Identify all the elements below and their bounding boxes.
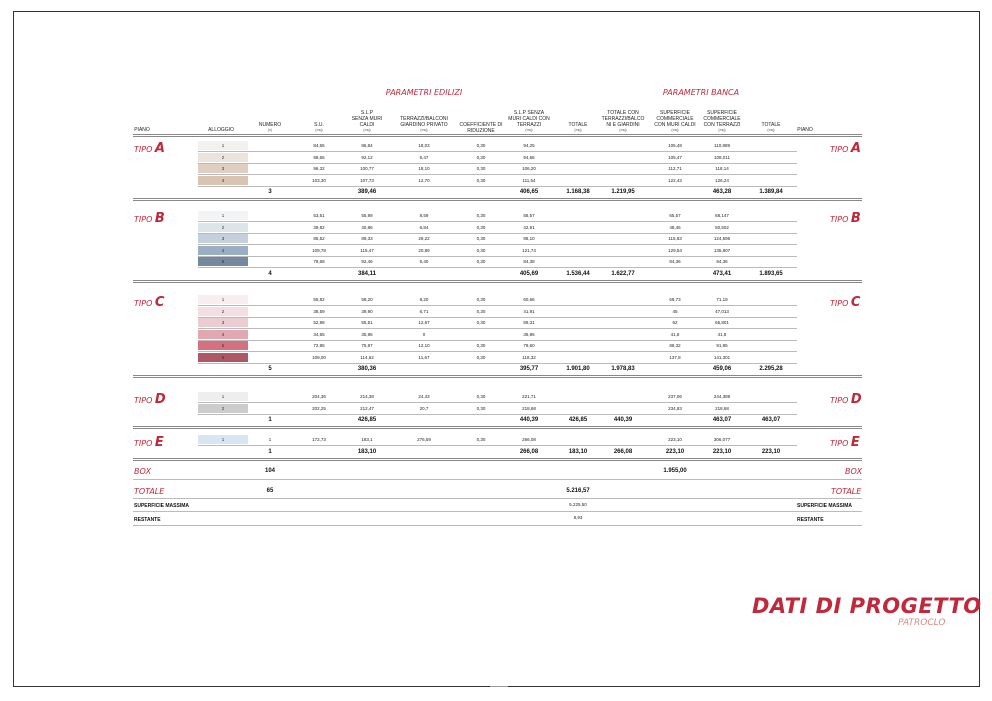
col-header-slp-terrazzi: S.L.P SENZA MURI CALDI CON TERRAZZI (508, 110, 550, 128)
total-totale2: 223,10 (761, 448, 781, 455)
cell-su: 55,82 (313, 297, 325, 302)
cell-slp: 40,86 (361, 224, 373, 230)
total-totale_terr: 1.978,83 (611, 366, 635, 372)
cell-coeff: 0,30 (476, 394, 486, 399)
row-divider (198, 151, 797, 152)
cell-slpt: 41,91 (523, 308, 535, 314)
alloggio-swatch: 1 (198, 295, 248, 304)
total-numero: 5 (268, 366, 272, 372)
cell-smc: 48,45 (669, 224, 681, 230)
row-divider (198, 256, 797, 257)
cell-smc: 122,43 (668, 177, 682, 183)
col-header-alloggio: ALLOGGIO (208, 127, 234, 133)
superficie-massima-label-left: SUPERFICIE MASSIMA (134, 503, 190, 509)
cell-su: 52,98 (313, 320, 325, 325)
total-totale: 1.168,38 (566, 189, 590, 195)
cell-sct: 124,596 (713, 236, 731, 241)
cell-su: 109,78 (312, 247, 326, 253)
cell-numero: 1 (268, 437, 272, 442)
alloggio-swatch: 1 (198, 392, 248, 401)
section-label-d-left: TIPO D (134, 392, 166, 407)
cell-terr: 8,59 (419, 213, 429, 218)
cell-sct: 141,301 (713, 354, 731, 360)
alloggio-swatch: 4 (198, 176, 248, 185)
cell-sct: 244,389 (713, 394, 731, 399)
col-header-coefficiente: COEFFICIENTE DI RIDUZIONE (459, 122, 503, 134)
cell-slpt: 106,20 (522, 166, 536, 171)
cell-slpt: 221,71 (522, 394, 536, 399)
cell-slp: 75,97 (361, 343, 373, 348)
cell-slpt: 121,74 (522, 247, 536, 253)
cell-coeff: 0,30 (476, 259, 486, 264)
box-smc: 1.955,00 (663, 468, 687, 474)
cell-smc: 68,73 (669, 297, 681, 302)
cell-slpt: 94,66 (523, 154, 535, 160)
cell-coeff: 0,30 (476, 343, 486, 348)
cell-slp: 114,62 (360, 354, 374, 360)
total-numero: 1 (268, 417, 272, 423)
cell-slpt: 218,68 (522, 405, 536, 411)
cell-slpt: 58,57 (523, 213, 535, 218)
total-slpt: 440,39 (519, 417, 539, 423)
total-smc: 223,10 (665, 448, 685, 455)
cell-slpt: 79,60 (523, 343, 535, 348)
cell-slp: 183,1 (361, 437, 373, 442)
superficie-massima-label-right: SUPERFICIE MASSIMA (797, 503, 853, 509)
col-header-su: S.U. (314, 122, 324, 128)
total-slpt: 266,08 (519, 448, 539, 455)
superficie-divider (133, 511, 862, 512)
cell-smc: 41,8 (670, 331, 680, 337)
cell-smc: 88,32 (669, 343, 681, 348)
row-divider (198, 305, 797, 306)
row-divider (198, 267, 797, 268)
cell-sct: 218,68 (715, 405, 729, 411)
cell-sct: 65,801 (715, 320, 729, 325)
cell-smc: 137,8 (669, 354, 681, 360)
cell-sct: 108,011 (714, 154, 730, 160)
alloggio-swatch: 2 (198, 153, 248, 162)
cell-coeff: 0,30 (476, 224, 486, 230)
cell-coeff: 0,30 (476, 143, 486, 148)
cell-slp: 115,47 (360, 247, 374, 253)
cell-su: 204,36 (312, 394, 326, 399)
box-numero: 104 (264, 468, 276, 474)
cell-terr: 11,67 (418, 354, 430, 360)
total-totale_terr: 440,39 (613, 417, 633, 423)
alloggio-swatch: 1 (198, 211, 248, 220)
col-header-slp: S.L.P SENZA MURI CALDI (351, 110, 383, 128)
total-numero: 1 (268, 448, 272, 455)
total-slpt: 395,77 (519, 366, 539, 372)
cell-smc: 84,36 (669, 259, 681, 264)
cell-terr: 8,20 (419, 297, 429, 302)
total-slp: 389,46 (357, 189, 377, 195)
total-sct: 223,10 (712, 448, 732, 455)
cell-coeff: 0,30 (476, 405, 486, 411)
cell-su: 39,82 (313, 224, 325, 230)
brand-subtitle: PATROCLO (898, 618, 946, 628)
col-header-sup-comm-muri: SUPERFICIE COMMERCIALE CON MURI CALDI (654, 110, 696, 128)
cell-sct: 118,14 (715, 166, 729, 171)
total-totale2: 2.295,28 (759, 366, 783, 372)
cell-coeff: 0,30 (476, 354, 486, 360)
total-totale2: 1.389,84 (759, 189, 783, 195)
alloggio-swatch: 1 (198, 435, 248, 444)
cell-slp: 82,46 (361, 259, 373, 264)
cell-su: 172,73 (312, 437, 326, 442)
alloggio-swatch: 5 (198, 257, 248, 266)
cell-coeff: 0,30 (476, 297, 486, 302)
cell-smc: 237,06 (668, 394, 682, 399)
totale-label-right: TOTALE (831, 487, 862, 496)
total-totale_terr: 1.219,95 (611, 189, 635, 195)
cell-terr: 12,70 (418, 177, 430, 183)
cell-smc: 129,54 (668, 247, 682, 253)
unit-label: (mq) (315, 128, 323, 132)
cell-sct: 84,36 (716, 259, 728, 264)
alloggio-swatch: 4 (198, 330, 248, 339)
cell-terr: 12,67 (418, 320, 430, 325)
cell-terr: 20,89 (418, 247, 430, 253)
section-label-a-right: TIPO A (830, 141, 861, 156)
cell-slpt: 98,10 (523, 236, 535, 241)
row-divider (198, 317, 797, 318)
cell-su: 202,25 (312, 405, 326, 411)
cell-su: 109,00 (312, 354, 326, 360)
cell-su: 78,68 (313, 259, 325, 264)
total-totale2: 463,07 (761, 417, 781, 423)
alloggio-swatch: 1 (198, 141, 248, 150)
cell-smc: 223,10 (668, 437, 682, 442)
cell-slp: 35,96 (361, 331, 373, 337)
section-label-c-left: TIPO C (134, 295, 165, 310)
cell-smc: 65,57 (669, 213, 681, 218)
total-totale2: 1.893,65 (759, 270, 783, 277)
cell-terr: 24,43 (418, 394, 430, 399)
cell-slp: 86,84 (361, 143, 373, 148)
col-header-terrazzi: TERRAZZI/BALCONI GIARDINO PRIVATO (400, 116, 448, 128)
cell-slp: 58,20 (361, 297, 373, 302)
cell-slpt: 59,31 (523, 320, 535, 325)
unit-label: (mq) (767, 128, 775, 132)
cell-slpt: 42,91 (523, 224, 535, 230)
cell-su: 53,51 (313, 213, 325, 218)
restante-label-right: RESTANTE (797, 517, 824, 523)
section-label-a-left: TIPO A (134, 141, 165, 156)
col-header-totale-terrazzi: TOTALE CON TERRAZZI/BALCO NI E GIARDINI (601, 110, 645, 128)
cell-sct: 126,24 (715, 177, 729, 183)
cell-coeff: 0,30 (476, 247, 486, 253)
cell-slpt: 266,08 (522, 437, 536, 442)
restante-value: 8,93 (573, 515, 583, 520)
cell-slp: 89,33 (361, 236, 373, 241)
totale-value: 5.216,57 (566, 488, 590, 494)
alloggio-swatch: 3 (198, 234, 248, 243)
unit-label: (mq) (671, 128, 679, 132)
header-divider (133, 134, 862, 137)
cell-terr: 6,84 (419, 224, 429, 230)
total-slp: 183,10 (357, 448, 377, 455)
cell-slpt: 94,25 (523, 143, 535, 148)
row-divider (198, 244, 797, 245)
row-divider (198, 363, 797, 364)
row-divider (198, 163, 797, 164)
cell-sct: 41,8 (717, 331, 727, 337)
col-header-numero: NUMERO (258, 122, 282, 128)
section-label-d-right: TIPO D (830, 392, 862, 407)
section-divider (133, 426, 862, 429)
restante-divider (133, 525, 862, 526)
cell-terr: 12,10 (418, 343, 430, 348)
row-divider (198, 174, 797, 175)
cell-slp: 39,90 (361, 308, 373, 314)
cell-su: 85,52 (313, 236, 325, 241)
col-header-totale: TOTALE (568, 122, 588, 128)
row-divider (198, 233, 797, 234)
alloggio-swatch: 5 (198, 341, 248, 350)
row-divider (198, 414, 797, 415)
alloggio-swatch: 2 (198, 307, 248, 316)
cell-sct: 306,077 (713, 437, 731, 442)
cell-slp: 55,51 (361, 320, 373, 325)
total-sct: 473,41 (712, 270, 732, 277)
total-sct: 459,06 (712, 366, 732, 372)
cell-sct: 71,19 (716, 297, 728, 302)
restante-label-left: RESTANTE (134, 517, 161, 523)
header-parametri-banca: PARAMETRI BANCA (662, 88, 740, 97)
cell-terr: 6,40 (419, 259, 429, 264)
section-label-e-left: TIPO E (134, 435, 164, 450)
row-divider (198, 221, 797, 222)
row-divider (198, 445, 797, 446)
total-slpt: 406,65 (519, 189, 539, 195)
cell-su: 84,65 (313, 143, 325, 148)
cell-sct: 68,147 (715, 213, 729, 218)
cell-su: 88,65 (313, 154, 325, 160)
cell-su: 103,30 (312, 177, 326, 183)
cell-terr: 0 (422, 331, 426, 337)
total-numero: 4 (268, 270, 272, 277)
cell-slp: 212,47 (360, 405, 374, 411)
superficie-massima-value: 5.225,50 (569, 502, 587, 507)
cell-coeff: 0,30 (476, 166, 486, 171)
cell-smc: 105,48 (668, 143, 682, 148)
cell-sct: 50,502 (715, 224, 729, 230)
unit-label: (mq) (574, 128, 582, 132)
total-slp: 384,11 (357, 270, 377, 277)
cell-terr: 6,71 (419, 308, 429, 314)
cell-sct: 47,013 (715, 308, 729, 314)
section-divider (133, 375, 862, 378)
row-divider (198, 328, 797, 329)
cell-smc: 115,83 (668, 236, 682, 241)
box-divider (133, 479, 862, 480)
cell-terr: 18,10 (418, 166, 430, 171)
cell-slpt: 118,32 (522, 354, 536, 360)
totale-numero: 65 (266, 488, 274, 494)
total-sct: 463,07 (712, 417, 732, 423)
total-slpt: 405,69 (519, 270, 539, 277)
cell-coeff: 0,30 (476, 437, 486, 442)
cell-smc: 234,83 (668, 405, 682, 411)
alloggio-swatch: 4 (198, 246, 248, 255)
cell-su: 96,32 (313, 166, 325, 171)
cell-slp: 107,73 (360, 177, 374, 183)
total-slp: 426,85 (357, 417, 377, 423)
cell-slpt: 35,96 (523, 331, 535, 337)
section-divider (133, 458, 862, 461)
unit-label: (mq) (619, 128, 627, 132)
cell-smc: 112,71 (668, 166, 682, 171)
total-totale: 183,10 (568, 448, 588, 455)
cell-smc: 62 (672, 320, 678, 325)
cell-su: 38,59 (313, 308, 325, 314)
cell-slpt: 84,38 (523, 259, 535, 264)
col-header-totale2: TOTALE (761, 122, 781, 128)
cell-su: 72,95 (313, 343, 325, 348)
drawing-frame (13, 11, 980, 687)
cell-terr: 6,47 (419, 154, 429, 160)
unit-label: (mq) (718, 128, 726, 132)
col-header-sup-comm-terrazzi: SUPERFICIE COMMERCIALE CON TERRAZZI (703, 110, 741, 128)
section-label-b-right: TIPO B (830, 211, 861, 226)
row-divider (198, 402, 797, 403)
total-slp: 380,36 (357, 366, 377, 372)
row-divider (198, 340, 797, 341)
unit-label: (mq) (420, 128, 428, 132)
col-header-piano: PIANO (134, 127, 150, 133)
box-label-right: BOX (845, 467, 863, 476)
cell-terr: 276,59 (417, 437, 431, 442)
cell-smc: 45 (672, 308, 678, 314)
box-label-left: BOX (134, 467, 152, 476)
total-totale: 1.901,80 (566, 366, 590, 372)
cell-terr: 20,7 (419, 405, 429, 411)
brand-title: DATI DI PROGETTO (752, 594, 982, 618)
totale-divider (133, 498, 862, 499)
cell-coeff: 0,30 (476, 236, 486, 241)
total-sct: 463,28 (712, 189, 732, 195)
cell-slp: 100,77 (360, 166, 374, 171)
cell-sct: 91,95 (716, 343, 728, 348)
section-divider (133, 280, 862, 283)
section-divider (133, 198, 862, 201)
section-label-b-left: TIPO B (134, 211, 165, 226)
cell-sct: 135,807 (713, 247, 731, 253)
cell-coeff: 0,30 (476, 213, 486, 218)
unit-label: (n) (267, 128, 273, 132)
cell-smc: 105,47 (668, 154, 682, 160)
cell-su: 34,65 (313, 331, 325, 337)
cell-coeff: 0,30 (476, 320, 486, 325)
section-label-e-right: TIPO E (830, 435, 860, 450)
alloggio-swatch: 6 (198, 353, 248, 362)
cell-terr: 29,22 (418, 236, 430, 241)
row-divider (198, 186, 797, 187)
total-totale_terr: 266,08 (613, 448, 633, 455)
frame-tick (490, 686, 508, 687)
cell-coeff: 0,30 (476, 308, 486, 314)
totale-label-left: TOTALE (134, 487, 165, 496)
cell-slp: 55,99 (361, 213, 373, 218)
total-totale: 1.536,44 (566, 270, 590, 277)
unit-label: (mq) (363, 128, 371, 132)
alloggio-swatch: 2 (198, 223, 248, 232)
cell-sct: 110,889 (714, 143, 730, 148)
total-numero: 3 (268, 189, 272, 195)
alloggio-swatch: 2 (198, 404, 248, 413)
cell-slpt: 111,54 (522, 177, 536, 183)
header-parametri-edilizi: PARAMETRI EDILIZI (385, 88, 463, 97)
cell-terr: 18,03 (418, 143, 430, 148)
cell-slp: 214,38 (360, 394, 374, 399)
cell-coeff: 0,30 (476, 177, 486, 183)
total-totale: 426,85 (568, 417, 588, 423)
total-totale_terr: 1.622,77 (611, 270, 635, 277)
alloggio-swatch: 3 (198, 164, 248, 173)
cell-slpt: 60,66 (523, 297, 535, 302)
cell-coeff: 0,30 (476, 154, 486, 160)
row-divider (198, 351, 797, 352)
cell-slp: 92,12 (361, 154, 373, 160)
unit-label: (mq) (525, 128, 533, 132)
col-header-piano-right: PIANO (797, 127, 813, 133)
alloggio-swatch: 3 (198, 318, 248, 327)
section-label-c-right: TIPO C (830, 295, 861, 310)
